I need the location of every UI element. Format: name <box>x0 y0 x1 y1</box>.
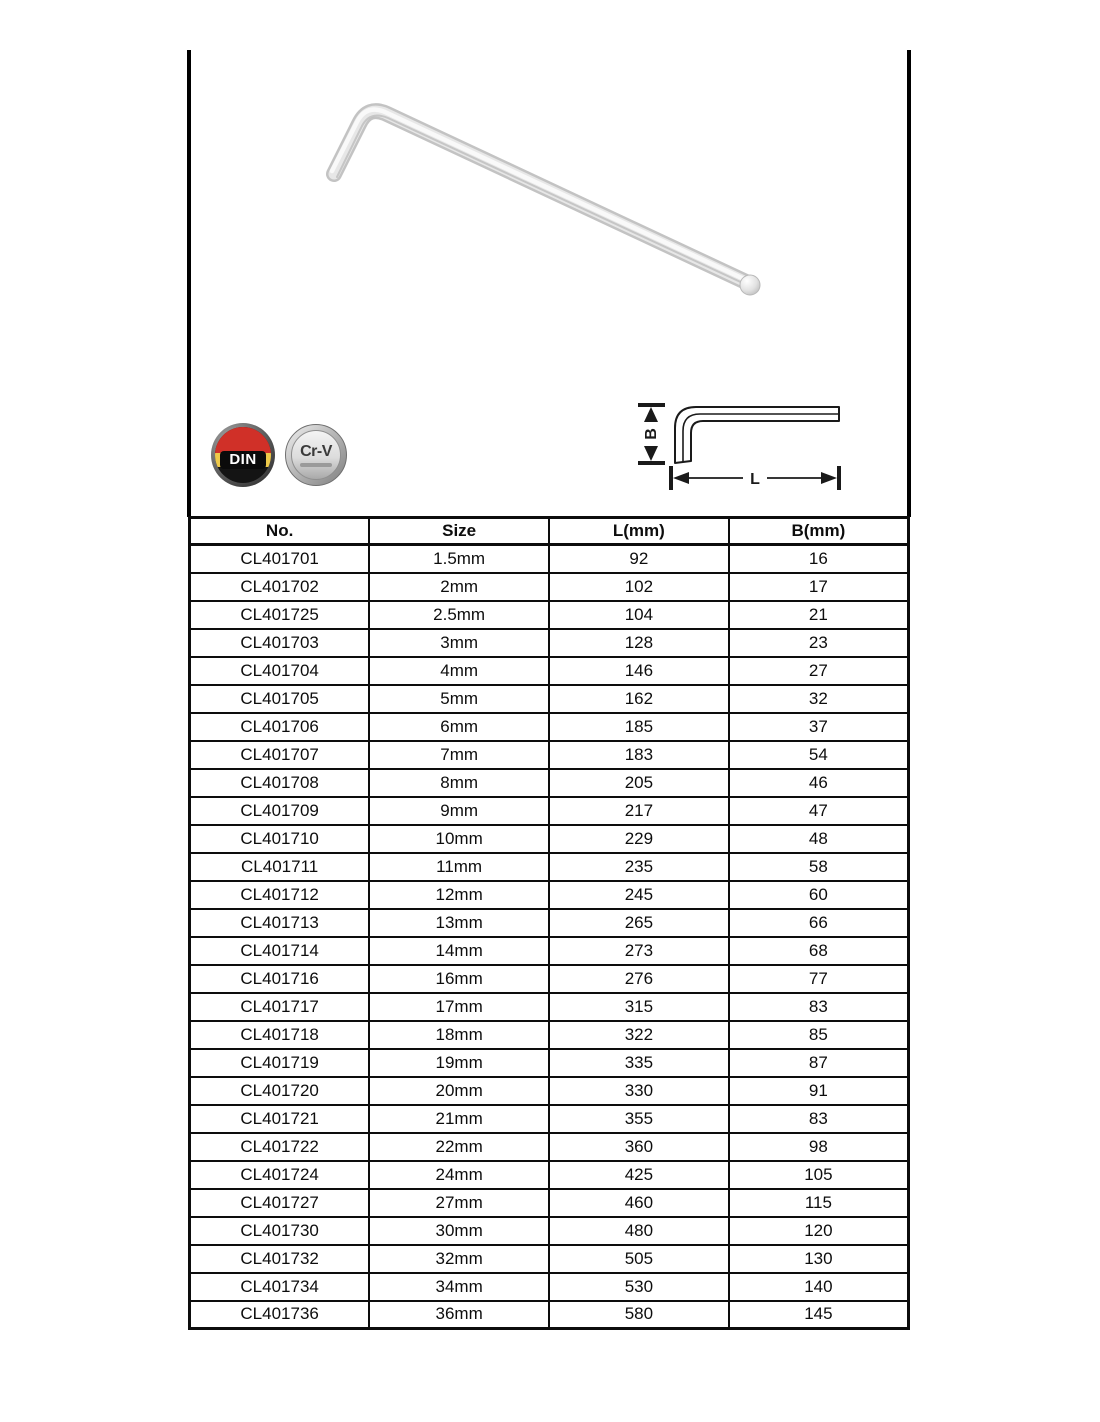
table-row <box>190 629 909 657</box>
cell-l-mm: 315 <box>549 993 729 1021</box>
cell-b-mm: 140 <box>729 1273 909 1301</box>
cell-l-mm: 322 <box>549 1021 729 1049</box>
cell-b-mm: 32 <box>729 685 909 713</box>
table-row <box>190 1301 909 1329</box>
table-row <box>190 1077 909 1105</box>
din-badge-label: DIN <box>229 451 257 469</box>
cell-l-mm: 92 <box>549 545 729 573</box>
cell-b-mm: 47 <box>729 797 909 825</box>
cell-size: 12mm <box>369 881 549 909</box>
cell-l-mm: 104 <box>549 601 729 629</box>
cell-no: CL401713 <box>190 909 370 937</box>
table-row <box>190 965 909 993</box>
cell-l-mm: 183 <box>549 741 729 769</box>
table-row <box>190 601 909 629</box>
cell-no: CL401712 <box>190 881 370 909</box>
cell-l-mm: 480 <box>549 1217 729 1245</box>
cell-l-mm: 355 <box>549 1105 729 1133</box>
cell-l-mm: 330 <box>549 1077 729 1105</box>
cell-size: 13mm <box>369 909 549 937</box>
cell-no: CL401732 <box>190 1245 370 1273</box>
cell-size: 36mm <box>369 1301 549 1329</box>
table-row <box>190 545 909 573</box>
cell-size: 20mm <box>369 1077 549 1105</box>
key-outline <box>675 407 839 463</box>
spec-table <box>188 516 910 1330</box>
cell-size: 9mm <box>369 797 549 825</box>
table-row <box>190 1189 909 1217</box>
cell-b-mm: 23 <box>729 629 909 657</box>
cell-no: CL401725 <box>190 601 370 629</box>
table-row <box>190 797 909 825</box>
din-label-box <box>220 451 266 469</box>
cell-no: CL401722 <box>190 1133 370 1161</box>
cell-size: 5mm <box>369 685 549 713</box>
cell-l-mm: 162 <box>549 685 729 713</box>
table-row <box>190 685 909 713</box>
table-row <box>190 1133 909 1161</box>
cell-b-mm: 83 <box>729 993 909 1021</box>
b-dimension <box>638 405 665 463</box>
cell-l-mm: 505 <box>549 1245 729 1273</box>
cell-no: CL401717 <box>190 993 370 1021</box>
cell-l-mm: 185 <box>549 713 729 741</box>
b-dimension-label: B <box>643 428 660 440</box>
cell-no: CL401708 <box>190 769 370 797</box>
cell-size: 21mm <box>369 1105 549 1133</box>
cell-l-mm: 102 <box>549 573 729 601</box>
cell-no: CL401711 <box>190 853 370 881</box>
cell-no: CL401716 <box>190 965 370 993</box>
cell-size: 4mm <box>369 657 549 685</box>
cell-b-mm: 60 <box>729 881 909 909</box>
cell-l-mm: 205 <box>549 769 729 797</box>
cell-size: 8mm <box>369 769 549 797</box>
din-red-band <box>215 427 271 453</box>
table-row <box>190 1021 909 1049</box>
cell-b-mm: 21 <box>729 601 909 629</box>
cell-l-mm: 460 <box>549 1189 729 1217</box>
cell-no: CL401724 <box>190 1161 370 1189</box>
din-badge-face <box>215 427 271 483</box>
cell-l-mm: 273 <box>549 937 729 965</box>
table-row <box>190 825 909 853</box>
cell-no: CL401730 <box>190 1217 370 1245</box>
cell-b-mm: 16 <box>729 545 909 573</box>
crv-badge-face <box>291 430 341 480</box>
cell-no: CL401703 <box>190 629 370 657</box>
cell-no: CL401734 <box>190 1273 370 1301</box>
cell-b-mm: 91 <box>729 1077 909 1105</box>
table-row <box>190 853 909 881</box>
table-row <box>190 1049 909 1077</box>
table-row <box>190 881 909 909</box>
table-row <box>190 657 909 685</box>
table-row <box>190 573 909 601</box>
cell-b-mm: 68 <box>729 937 909 965</box>
header-l-mm: L(mm) <box>549 518 729 545</box>
header-b-mm: B(mm) <box>729 518 909 545</box>
cell-no: CL401714 <box>190 937 370 965</box>
cell-size: 32mm <box>369 1245 549 1273</box>
cell-size: 30mm <box>369 1217 549 1245</box>
cell-no: CL401707 <box>190 741 370 769</box>
cell-b-mm: 17 <box>729 573 909 601</box>
cell-no: CL401704 <box>190 657 370 685</box>
spec-table-body <box>190 545 909 1329</box>
frame-right-rule <box>907 50 911 517</box>
header-no: No. <box>190 518 370 545</box>
cell-b-mm: 145 <box>729 1301 909 1329</box>
table-row <box>190 1217 909 1245</box>
cell-l-mm: 245 <box>549 881 729 909</box>
cell-b-mm: 83 <box>729 1105 909 1133</box>
cell-b-mm: 54 <box>729 741 909 769</box>
cell-size: 6mm <box>369 713 549 741</box>
cell-no: CL401701 <box>190 545 370 573</box>
cell-l-mm: 335 <box>549 1049 729 1077</box>
header-size: Size <box>369 518 549 545</box>
cell-b-mm: 46 <box>729 769 909 797</box>
cell-b-mm: 130 <box>729 1245 909 1273</box>
cell-size: 16mm <box>369 965 549 993</box>
table-row <box>190 909 909 937</box>
cell-b-mm: 66 <box>729 909 909 937</box>
cell-no: CL401736 <box>190 1301 370 1329</box>
cell-size: 18mm <box>369 1021 549 1049</box>
table-row <box>190 937 909 965</box>
cell-l-mm: 146 <box>549 657 729 685</box>
cell-l-mm: 360 <box>549 1133 729 1161</box>
cell-b-mm: 58 <box>729 853 909 881</box>
cell-b-mm: 115 <box>729 1189 909 1217</box>
cell-size: 24mm <box>369 1161 549 1189</box>
cell-size: 19mm <box>369 1049 549 1077</box>
cell-b-mm: 27 <box>729 657 909 685</box>
cell-no: CL401705 <box>190 685 370 713</box>
table-row <box>190 1245 909 1273</box>
cell-b-mm: 77 <box>729 965 909 993</box>
cell-b-mm: 37 <box>729 713 909 741</box>
l-dimension <box>671 466 839 490</box>
table-row <box>190 1105 909 1133</box>
cell-size: 7mm <box>369 741 549 769</box>
cell-l-mm: 128 <box>549 629 729 657</box>
cell-no: CL401720 <box>190 1077 370 1105</box>
frame-left-rule <box>187 50 191 517</box>
cell-size: 10mm <box>369 825 549 853</box>
cell-size: 2mm <box>369 573 549 601</box>
cell-size: 34mm <box>369 1273 549 1301</box>
cell-size: 3mm <box>369 629 549 657</box>
cell-l-mm: 217 <box>549 797 729 825</box>
cell-l-mm: 265 <box>549 909 729 937</box>
cell-size: 2.5mm <box>369 601 549 629</box>
cell-size: 11mm <box>369 853 549 881</box>
cell-no: CL401727 <box>190 1189 370 1217</box>
cell-size: 1.5mm <box>369 545 549 573</box>
cell-no: CL401721 <box>190 1105 370 1133</box>
cell-b-mm: 85 <box>729 1021 909 1049</box>
cell-no: CL401706 <box>190 713 370 741</box>
cell-size: 17mm <box>369 993 549 1021</box>
cell-l-mm: 530 <box>549 1273 729 1301</box>
cell-size: 22mm <box>369 1133 549 1161</box>
table-row <box>190 741 909 769</box>
cell-b-mm: 120 <box>729 1217 909 1245</box>
table-header-row <box>190 518 909 545</box>
cell-no: CL401718 <box>190 1021 370 1049</box>
table-row <box>190 769 909 797</box>
cell-no: CL401719 <box>190 1049 370 1077</box>
cell-size: 14mm <box>369 937 549 965</box>
cell-no: CL401709 <box>190 797 370 825</box>
hex-key-photo-icon <box>280 60 800 320</box>
dimension-diagram-icon <box>615 390 855 495</box>
crv-badge-underline <box>300 463 333 467</box>
cell-no: CL401702 <box>190 573 370 601</box>
cell-l-mm: 276 <box>549 965 729 993</box>
table-row <box>190 1273 909 1301</box>
crv-badge-label: Cr-V <box>300 443 332 460</box>
crv-badge <box>285 424 347 486</box>
cell-l-mm: 235 <box>549 853 729 881</box>
din-badge <box>211 423 275 487</box>
cell-b-mm: 98 <box>729 1133 909 1161</box>
cell-l-mm: 229 <box>549 825 729 853</box>
cell-l-mm: 580 <box>549 1301 729 1329</box>
cell-size: 27mm <box>369 1189 549 1217</box>
l-dimension-label: L <box>750 471 760 488</box>
table-row <box>190 1161 909 1189</box>
cell-l-mm: 425 <box>549 1161 729 1189</box>
cell-no: CL401710 <box>190 825 370 853</box>
table-row <box>190 713 909 741</box>
cell-b-mm: 87 <box>729 1049 909 1077</box>
cell-b-mm: 105 <box>729 1161 909 1189</box>
table-row <box>190 993 909 1021</box>
cell-b-mm: 48 <box>729 825 909 853</box>
